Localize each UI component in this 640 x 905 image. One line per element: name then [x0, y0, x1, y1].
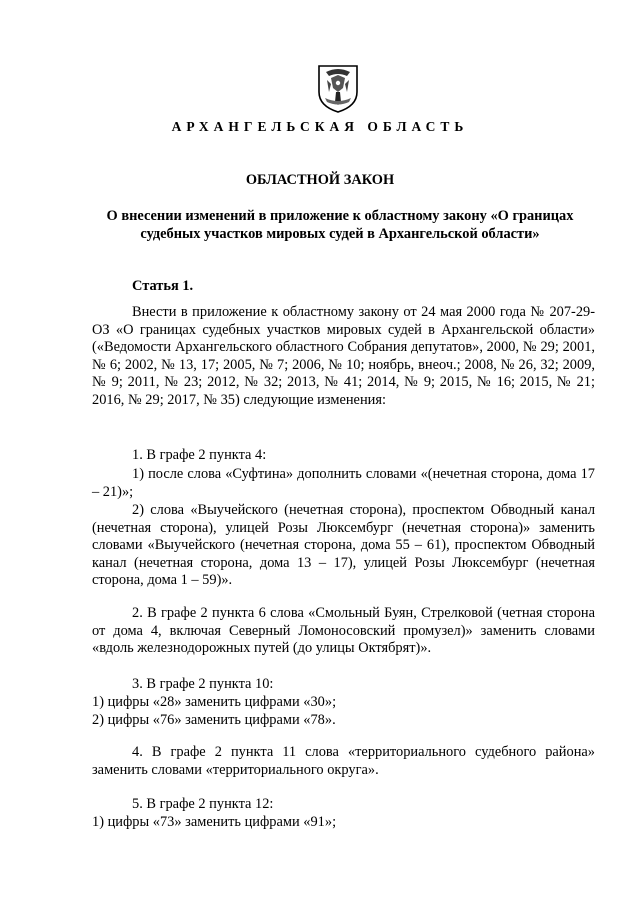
law-type-heading: ОБЛАСТНОЙ ЗАКОН: [245, 172, 395, 188]
law-title: О внесении изменений в приложение к областному закону «О границах судебных участков мировых судей в Архангельской области»: [106, 208, 574, 242]
article-intro-paragraph: Внести в приложение к областному закону от 24 мая 2000 года № 207-29-ОЗ «О границах судебных участков мировых судей в Архангельской области» («Ведомости Архангельского областного Собрания депутатов», 2000, № 29; 2001, № 6; 2002, № 13, 17; 2005, № 7; 2006, № 10; ноябрь, внеоч.; 2008, № 26, 32; 2009, № 9; 2011, № 23; 2012, № 32; 2013, № 41; 2014, № 9; 2015, № 16; 2015, № 21; 2016, № 29; 2017, № 35) следующие изменения:: [92, 304, 595, 408]
item-1-subitem-2: 2) слова «Выучейского (нечетная сторона), проспектом Обводный канал (нечетная сторона), улицей Розы Люксембург (нечетная сторона)» заменить словами «Выучейского (нечетная сторона, дома 55 – 61), проспектом Обводный канал (нечетная сторона, дома 13 – 17), улицей Розы Люксембург (нечетная сторона, дома 1 – 59)».: [92, 502, 595, 589]
item-3-subitem-1: 1) цифры «28» заменить цифрами «30»;: [92, 694, 337, 710]
item-5-subitem-1: 1) цифры «73» заменить цифрами «91»;: [92, 814, 337, 830]
article-heading: Статья 1.: [132, 278, 194, 294]
region-name: АРХАНГЕЛЬСКАЯ ОБЛАСТЬ: [171, 119, 469, 134]
coat-of-arms-icon: [314, 62, 362, 114]
item-3-heading: 3. В графе 2 пункта 10:: [132, 676, 274, 692]
item-4-paragraph: 4. В графе 2 пункта 11 слова «территориального судебного района» заменить словами «территориального округа».: [92, 744, 595, 778]
item-2-paragraph: 2. В графе 2 пункта 6 слова «Смольный Буян, Стрелковой (четная сторона от дома 4, включая Северный Ломоносовский промузел)» заменить словами «вдоль железнодорожных путей (до улицы Октябрят)».: [92, 605, 595, 657]
item-1-heading: 1. В графе 2 пункта 4:: [132, 447, 267, 463]
item-5-heading: 5. В графе 2 пункта 12:: [132, 796, 274, 812]
item-1-subitem-1: 1) после слова «Суфтина» дополнить словами «(нечетная сторона, дома 17 – 21)»;: [92, 466, 595, 500]
item-3-subitem-2: 2) цифры «76» заменить цифрами «78».: [92, 712, 336, 728]
